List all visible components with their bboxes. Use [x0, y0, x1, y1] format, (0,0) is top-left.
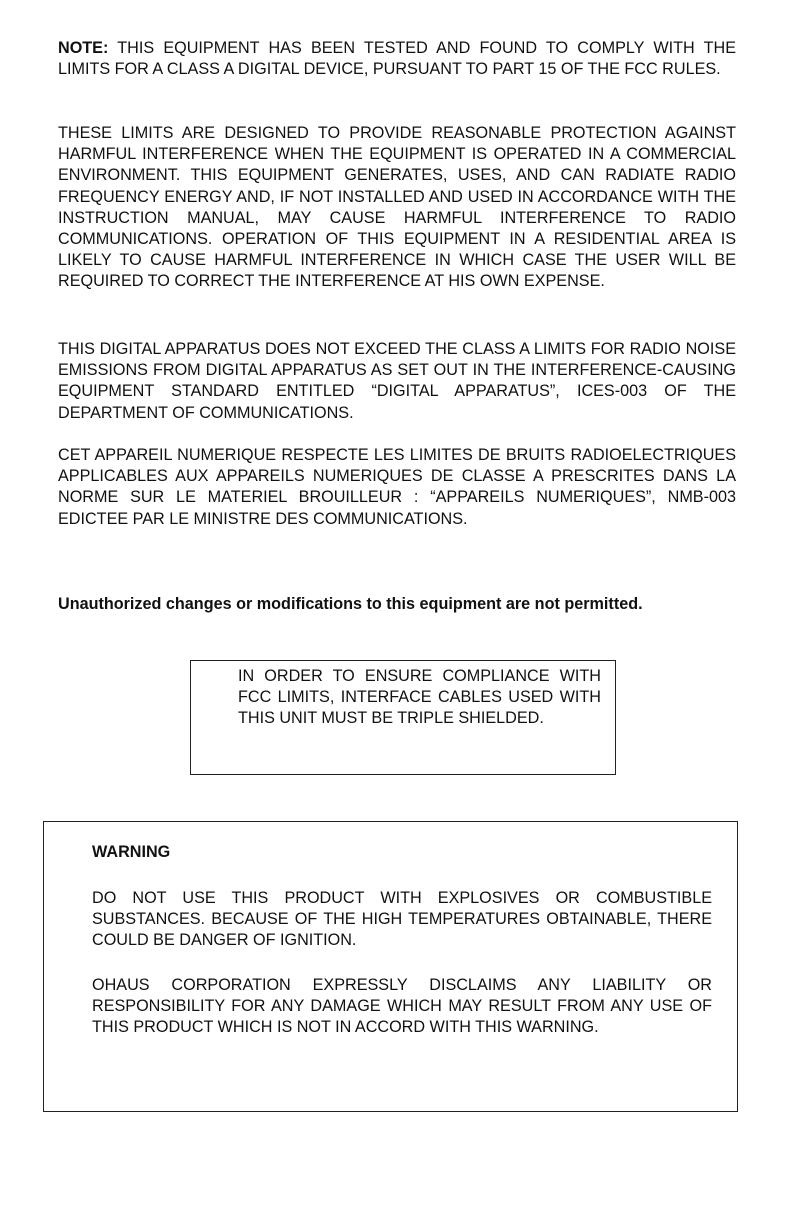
fcc-note-paragraph: [58, 38, 736, 80]
shielded-cables-notice-box: [190, 660, 616, 775]
note-text: THIS EQUIPMENT HAS BEEN TESTED AND FOUND TO COMPLY WITH THE LIMITS FOR A CLASS A DIGITAL DEVICE, PURSUANT TO PART 15 OF THE FCC RULES.: [58, 39, 736, 79]
shielded-cables-notice-text: IN ORDER TO ENSURE COMPLIANCE WITH FCC LIMITS, INTERFACE CABLES USED WITH THIS UNIT MUST BE TRIPLE SHIELDED.: [238, 667, 601, 728]
warning-disclaimer-paragraph: OHAUS CORPORATION EXPRESSLY DISCLAIMS ANY LIABILITY OR RESPONSIBILITY FOR ANY DAMAGE WHICH MAY RESULT FROM ANY USE OF THIS PRODUCT WHICH IS NOT IN ACCORD WITH THIS WARNING.: [92, 976, 712, 1037]
warning-explosives-paragraph: DO NOT USE THIS PRODUCT WITH EXPLOSIVES OR COMBUSTIBLE SUBSTANCES. BECAUSE OF THE HIGH TEMPERATURES OBTAINABLE, THERE COULD BE DANGER OF IGNITION.: [92, 889, 712, 950]
fcc-limits-paragraph: THESE LIMITS ARE DESIGNED TO PROVIDE REASONABLE PROTECTION AGAINST HARMFUL INTERFERENCE WHEN THE EQUIPMENT IS OPERATED IN A COMMERCIAL ENVIRONMENT. THIS EQUIPMENT GENERATES, USES, AND CAN RADIATE RADIO FREQUENCY ENERGY AND, IF NOT INSTALLED AND USED IN ACCORDANCE WITH THE INSTRUCTION MANUAL, MAY CAUSE HARMFUL INTERFERENCE TO RADIO COMMUNICATIONS. OPERATION OF THIS EQUIPMENT IN A RESIDENTIAL AREA IS LIKELY TO CAUSE HARMFUL INTERFERENCE IN WHICH CASE THE USER WILL BE REQUIRED TO CORRECT THE INTERFERENCE AT HIS OWN EXPENSE.: [58, 124, 736, 291]
digital-apparatus-paragraph: THIS DIGITAL APPARATUS DOES NOT EXCEED THE CLASS A LIMITS FOR RADIO NOISE EMISSIONS FROM DIGITAL APPARATUS AS SET OUT IN THE INTERFERENCE-CAUSING EQUIPMENT STANDARD ENTITLED “DIGITAL APPARATUS”, ICES-003 OF THE DEPARTMENT OF COMMUNICATIONS.: [58, 340, 736, 422]
note-label: NOTE:: [58, 39, 109, 57]
french-compliance-paragraph: CET APPAREIL NUMERIQUE RESPECTE LES LIMITES DE BRUITS RADIOELECTRIQUES APPLICABLES AUX APPAREILS NUMERIQUES DE CLASSE A PRESCRITES DANS LA NORME SUR LE MATERIEL BROUILLEUR : “APPAREILS NUMERIQUES”, NMB-003 EDICTEE PAR LE MINISTRE DES COMMUNICATIONS.: [58, 446, 736, 528]
warning-heading: WARNING: [92, 843, 171, 861]
unauthorized-modifications-notice: Unauthorized changes or modifications to this equipment are not permitted.: [58, 595, 643, 613]
warning-box: [43, 821, 738, 1112]
